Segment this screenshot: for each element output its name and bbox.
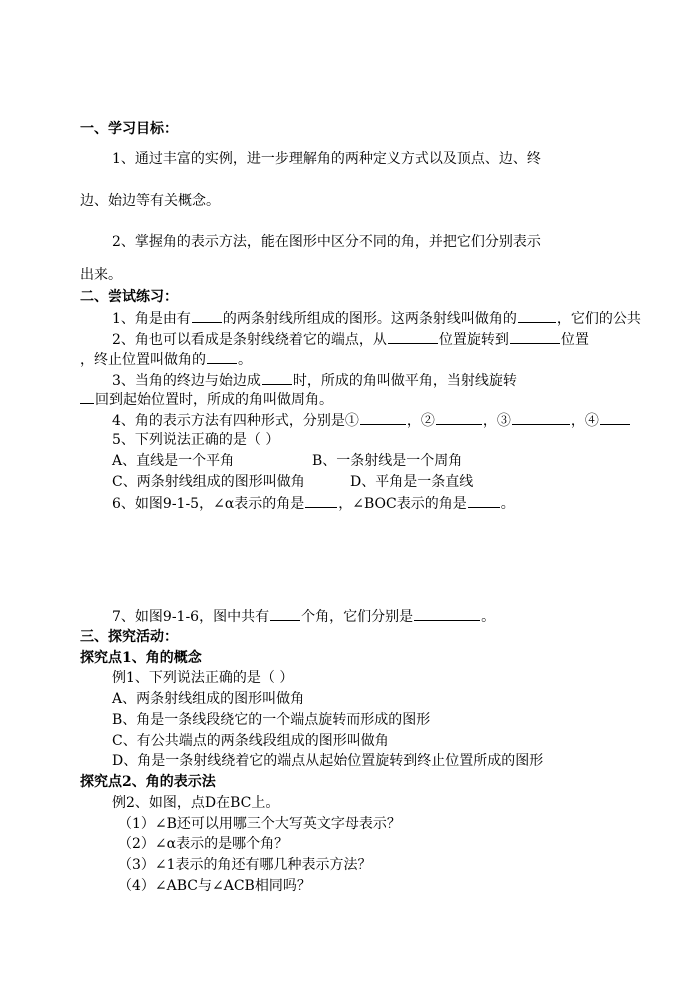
q6-blank-2: [468, 494, 500, 508]
q6-text-b: ，∠BOC表示的角是: [338, 496, 467, 512]
q2-blank-1: [388, 330, 438, 344]
q3-blank-2: [80, 390, 94, 404]
question-4: [112, 411, 631, 430]
q1-text-a: 1、角是由有: [112, 311, 191, 327]
question-6: [112, 494, 515, 513]
example-1-option-a: A、两条射线组成的图形叫做角: [112, 691, 305, 707]
question-3: [112, 371, 517, 390]
objective-2-line-2: 出来。: [80, 267, 122, 283]
q4-text-b: ，②: [406, 413, 435, 429]
q1-text-b: 的两条射线所组成的图形。这两条射线叫做角的: [222, 311, 517, 327]
q3-text-b: 时，所成的角叫做平角，当射线旋转: [292, 373, 517, 389]
example-2: 例2、如图，点D在BC上。: [112, 795, 280, 811]
example-1-option-c: C、有公共端点的两条线段组成的图形叫做角: [112, 733, 389, 749]
q2-text-b: 位置旋转到: [438, 332, 509, 348]
q4-blank-4: [600, 411, 630, 425]
example-2-question-3: （3）∠1表示的角还有哪几种表示方法？: [118, 857, 372, 873]
question-3-cont: [80, 390, 333, 409]
q1-text-c: ，它们的公共: [556, 311, 641, 327]
q6-text-a: 6、如图9-1-5，∠α表示的角是: [112, 496, 305, 512]
q4-text-c: ，③: [482, 413, 511, 429]
question-1: [112, 309, 641, 328]
example-2-question-1: （1）∠B还可以用哪三个大写英文字母表示？: [118, 816, 401, 832]
q7-blank-1: [270, 607, 300, 621]
q2-blank-3: [207, 350, 237, 364]
example-2-question-4: （4）∠ABC与∠ACB相同吗？: [118, 878, 311, 894]
q3-blank-1: [262, 371, 292, 385]
question-5-option-c: C、两条射线组成的图形叫做角: [112, 474, 305, 490]
example-2-question-2: （2）∠α表示的是哪个角？: [118, 836, 289, 852]
q4-text-a: 4、角的表示方法有四种形式，分别是①: [112, 413, 359, 429]
example-1-option-b: B、角是一条线段绕它的一个端点旋转而形成的图形: [112, 712, 431, 728]
q4-blank-3: [512, 411, 570, 425]
explore-point-1-title: 探究点1、角的概念: [80, 650, 202, 666]
q3-text-c: 回到起始位置时，所成的角叫做周角。: [95, 392, 333, 408]
question-2: [112, 330, 589, 349]
q2-text-d: ，终止位置叫做角的: [80, 352, 206, 368]
q7-text-a: 7、如图9-1-6，图中共有: [112, 609, 270, 625]
explore-point-2-title: 探究点2、角的表示法: [80, 774, 216, 790]
q2-text-e: 。: [238, 352, 252, 368]
example-1-option-d: D、角是一条射线绕着它的端点从起始位置旋转到终止位置所成的图形: [112, 753, 544, 769]
question-5-option-b: B、一条射线是一个周角: [312, 453, 463, 469]
q6-blank-1: [305, 494, 337, 508]
q2-text-a: 2、角也可以看成是条射线绕着它的端点，从: [112, 332, 387, 348]
question-7: [112, 607, 495, 626]
q7-text-c: 。: [481, 609, 496, 625]
q3-text-a: 3、当角的终边与始边成: [112, 373, 261, 389]
q4-blank-2: [436, 411, 482, 425]
q4-blank-1: [360, 411, 406, 425]
question-2-cont: [80, 350, 252, 369]
question-5-option-d: D、平角是一条直线: [350, 474, 474, 490]
q1-blank-1: [192, 309, 222, 323]
q6-text-c: 。: [500, 496, 515, 512]
question-5-option-a: A、直线是一个平角: [112, 453, 235, 469]
objective-2-line-1: 2、掌握角的表示方法，能在图形中区分不同的角，并把它们分别表示: [112, 234, 541, 250]
section-3-heading: 三、探究活动：: [80, 629, 178, 645]
q7-text-b: 个角，它们分别是: [301, 609, 414, 625]
section-2-heading: 二、尝试练习：: [80, 289, 178, 305]
example-1: 例1、下列说法正确的是（ ）: [112, 670, 294, 686]
question-5: 5、下列说法正确的是（ ）: [112, 432, 280, 448]
section-1-heading: 一、学习目标：: [80, 121, 178, 137]
q7-blank-2: [414, 607, 480, 621]
q2-blank-2: [510, 330, 560, 344]
q4-text-d: ，④: [570, 413, 599, 429]
objective-1-line-1: 1、通过丰富的实例，进一步理解角的两种定义方式以及顶点、边、终: [112, 151, 541, 167]
q1-blank-2: [518, 309, 556, 323]
objective-1-line-2: 边、始边等有关概念。: [80, 193, 220, 209]
q2-text-c: 位置: [560, 332, 589, 348]
